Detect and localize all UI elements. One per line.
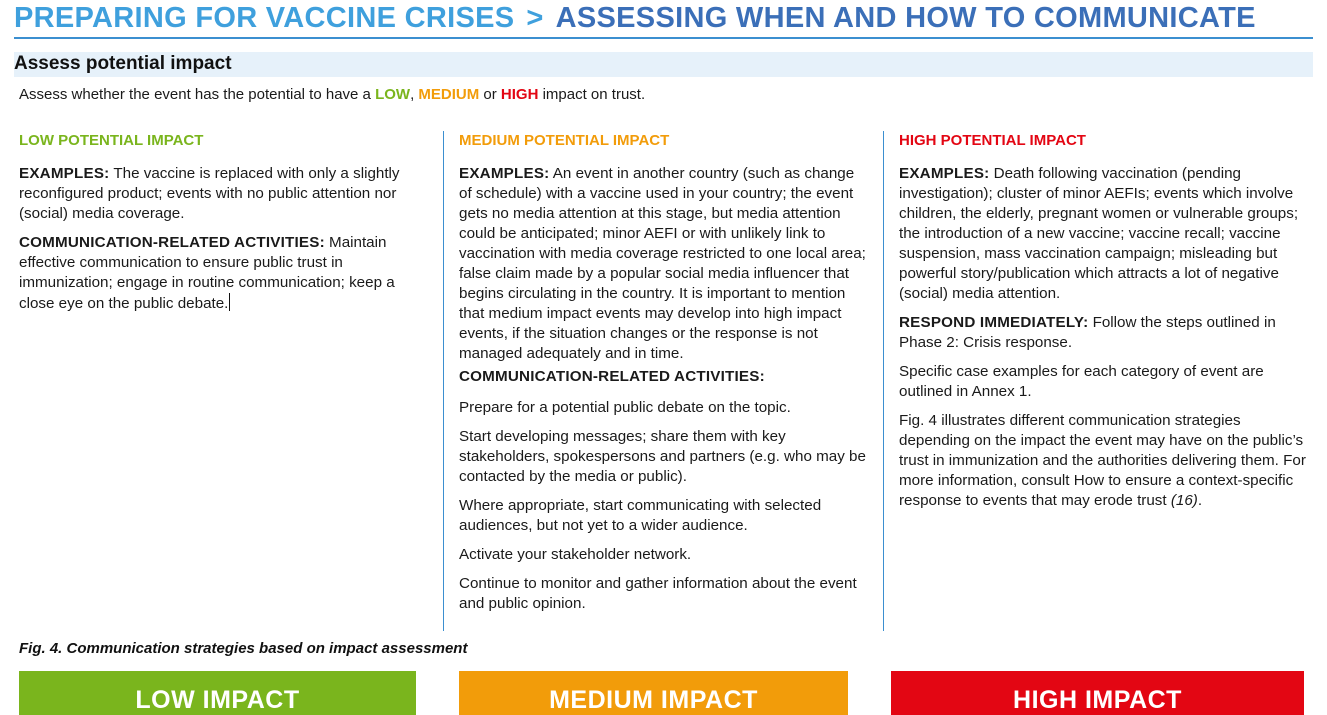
low-impact-heading: LOW POTENTIAL IMPACT (19, 132, 204, 149)
high-impact-column (899, 131, 1311, 520)
low-examples (19, 164, 431, 224)
high-figure-end: . (1197, 492, 1203, 509)
medium-impact-box: MEDIUM IMPACT (459, 671, 848, 715)
high-figure-text: Fig. 4 illustrates different communication strategies depending on the impact the event may have on the public’s trust in immunization and the authorities delivering them. For more information, consult How to ensure a context-specific response to events that may erode trust (899, 412, 1306, 509)
reference-link[interactable]: (16) (1170, 492, 1198, 509)
high-impact-box: HIGH IMPACT (891, 671, 1304, 715)
high-figure-paragraph (899, 411, 1311, 511)
intro-prefix: Assess whether the event has the potential to have a (19, 86, 376, 103)
medium-activity-item: Prepare for a potential public debate on the topic. (459, 399, 791, 416)
low-activities (19, 233, 431, 314)
high-respond-label: RESPOND IMMEDIATELY: (899, 314, 1089, 331)
intro-text (19, 86, 645, 103)
medium-examples (459, 164, 871, 364)
medium-activity-item: Start developing messages; share them with key stakeholders, spokespersons and partners (e.g. who may be contacted by the media or public). (459, 428, 866, 485)
medium-activity-item: Activate your stakeholder network. (459, 546, 692, 563)
intro-low-keyword: LOW (375, 86, 411, 103)
breadcrumb-parent[interactable]: PREPARING FOR VACCINE CRISES (14, 2, 515, 34)
figure-caption: Fig. 4. Communication strategies based on impact assessment (19, 640, 468, 657)
low-examples-label: EXAMPLES: (19, 165, 110, 182)
low-impact-column (19, 131, 431, 323)
low-activities-label: COMMUNICATION-RELATED ACTIVITIES: (19, 234, 325, 251)
intro-suffix: impact on trust. (538, 86, 646, 103)
high-impact-heading: HIGH POTENTIAL IMPACT (899, 132, 1086, 149)
intro-or: or (479, 86, 501, 103)
high-examples-text: Death following vaccination (pending investigation); cluster of minor AEFIs; events which involve children, the elderly, pregnant women or vulnerable groups; the introduction of a new vaccine; vaccine recall; vaccine suspension, mass vaccination campaign; misleading but powerful story/publication which attracts a lot of negative (social) media attention. (899, 165, 1299, 302)
medium-impact-column (459, 131, 871, 623)
low-impact-box: LOW IMPACT (19, 671, 416, 715)
medium-examples-text: An event in another country (such as change of schedule) with a vaccine used in your country; the event gets no media attention at this stage, but media attention could be anticipated; minor AEFI or with unlikely link to vaccination with media coverage restricted to one local area; false claim made by a popular social media influencer that begins circulating in the country. It is important to mention that medium impact events may develop into high impact events, if the situation changes or the response is not managed adequately and in time. (459, 165, 866, 362)
text-cursor (229, 293, 230, 311)
medium-impact-heading: MEDIUM POTENTIAL IMPACT (459, 132, 670, 149)
breadcrumb (14, 2, 1256, 35)
low-examples-text: The vaccine is replaced with only a slightly reconfigured product; events with no public attention nor (social) media coverage. (19, 165, 400, 222)
intro-high-keyword: HIGH (500, 86, 539, 103)
high-examples (899, 164, 1311, 304)
high-respond (899, 313, 1311, 353)
low-activities-text: Maintain effective communication to ensure public trust in immunization; engage in routine communication; keep a close eye on the public debate. (19, 234, 395, 312)
medium-activity-item: Where appropriate, start communicating with selected audiences, but not yet to a wider audience. (459, 497, 822, 534)
header-divider (14, 37, 1313, 39)
high-examples-label: EXAMPLES: (899, 165, 990, 182)
column-divider-1 (443, 131, 444, 631)
section-title: Assess potential impact (14, 53, 232, 74)
breadcrumb-separator: > (526, 2, 544, 34)
high-respond-text: Follow the steps outlined in Phase 2: Crisis response. (899, 314, 1276, 351)
medium-examples-label: EXAMPLES: (459, 165, 550, 182)
medium-activity-item: Continue to monitor and gather information about the event and public opinion. (459, 575, 857, 612)
column-divider-2 (883, 131, 884, 631)
intro-medium-keyword: MEDIUM (418, 86, 480, 103)
high-annex-paragraph: Specific case examples for each category of event are outlined in Annex 1. (899, 363, 1264, 400)
page-title: ASSESSING WHEN AND HOW TO COMMUNICATE (555, 2, 1256, 34)
medium-activities-label: COMMUNICATION-RELATED ACTIVITIES: (459, 368, 765, 385)
intro-comma: , (410, 86, 419, 103)
